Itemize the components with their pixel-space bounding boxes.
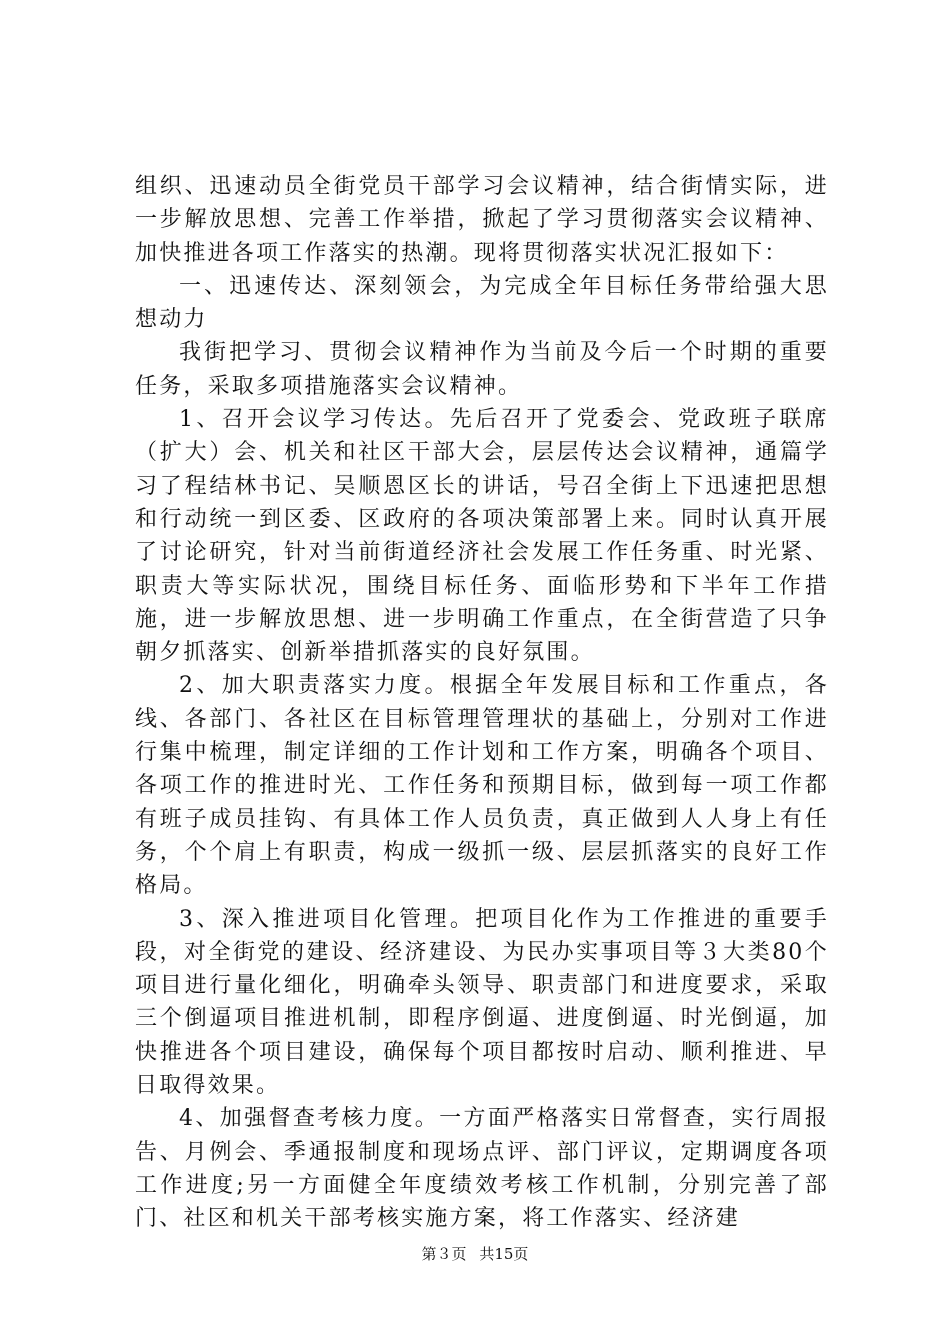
intro-paragraph: 组织、迅速动员全街党员干部学习会议精神，结合街情实际，进一步解放思想、完善工作举措，掀起了学习贯彻落实会议精神、加快推进各项工作落实的热潮。现将贯彻落实状况汇报如下： xyxy=(135,174,829,266)
page-footer xyxy=(0,1244,950,1264)
document-body xyxy=(135,170,829,1236)
section-heading: 一、迅速传达、深刻领会，为完成全年目标任务带给强大思想动力 xyxy=(135,273,829,333)
item-3-paragraph: 3、深入推进项目化管理。把项目化作为工作推进的重要手段，对全街党的建设、经济建设、为民办实事项目等３大类80个项目进行量化细化，明确牵头领导、职责部门和进度要求，采取三个倒逼项目推进机制，即程序倒逼、进度倒逼、时光倒逼，加快推进各个项目建设，确保每个项目都按时启动、顺利推进、早日取得效果。 xyxy=(135,906,829,1099)
item-1-paragraph: 1、召开会议学习传达。先后召开了党委会、党政班子联席（扩大）会、机关和社区干部大会，层层传达会议精神，通篇学习了程结林书记、吴顺恩区长的讲话，号召全街上下迅速把思想和行动统一到区委、区政府的各项决策部署上来。同时认真开展了讨论研究，针对当前街道经济社会发展工作任务重、时光紧、职责大等实际状况，围绕目标任务、面临形势和下半年工作措施，进一步解放思想、进一步明确工作重点，在全街营造了只争朝夕抓落实、创新举措抓落实的良好氛围。 xyxy=(135,407,829,666)
page-total: 共15页 xyxy=(479,1245,529,1263)
item-2-paragraph: 2、加大职责落实力度。根据全年发展目标和工作重点，各线、各部门、各社区在目标管理管理状的基础上，分别对工作进行集中梳理，制定详细的工作计划和工作方案，明确各个项目、各项工作的推进时光、工作任务和预期目标，做到每一项工作都有班子成员挂钩、有具体工作人员负责，真正做到人人身上有任务，个个肩上有职责，构成一级抓一级、层层抓落实的良好工作格局。 xyxy=(135,673,829,899)
section-intro-paragraph: 我街把学习、贯彻会议精神作为当前及今后一个时期的重要任务，采取多项措施落实会议精神。 xyxy=(135,340,829,399)
item-4-paragraph: 4、加强督查考核力度。一方面严格落实日常督查，实行周报告、月例会、季通报制度和现场点评、部门评议，定期调度各项工作进度;另一方面健全年度绩效考核工作机制，分别完善了部门、社区和机关干部考核实施方案，将工作落实、经济建 xyxy=(135,1106,829,1232)
page-number: 第３页 xyxy=(421,1245,467,1263)
